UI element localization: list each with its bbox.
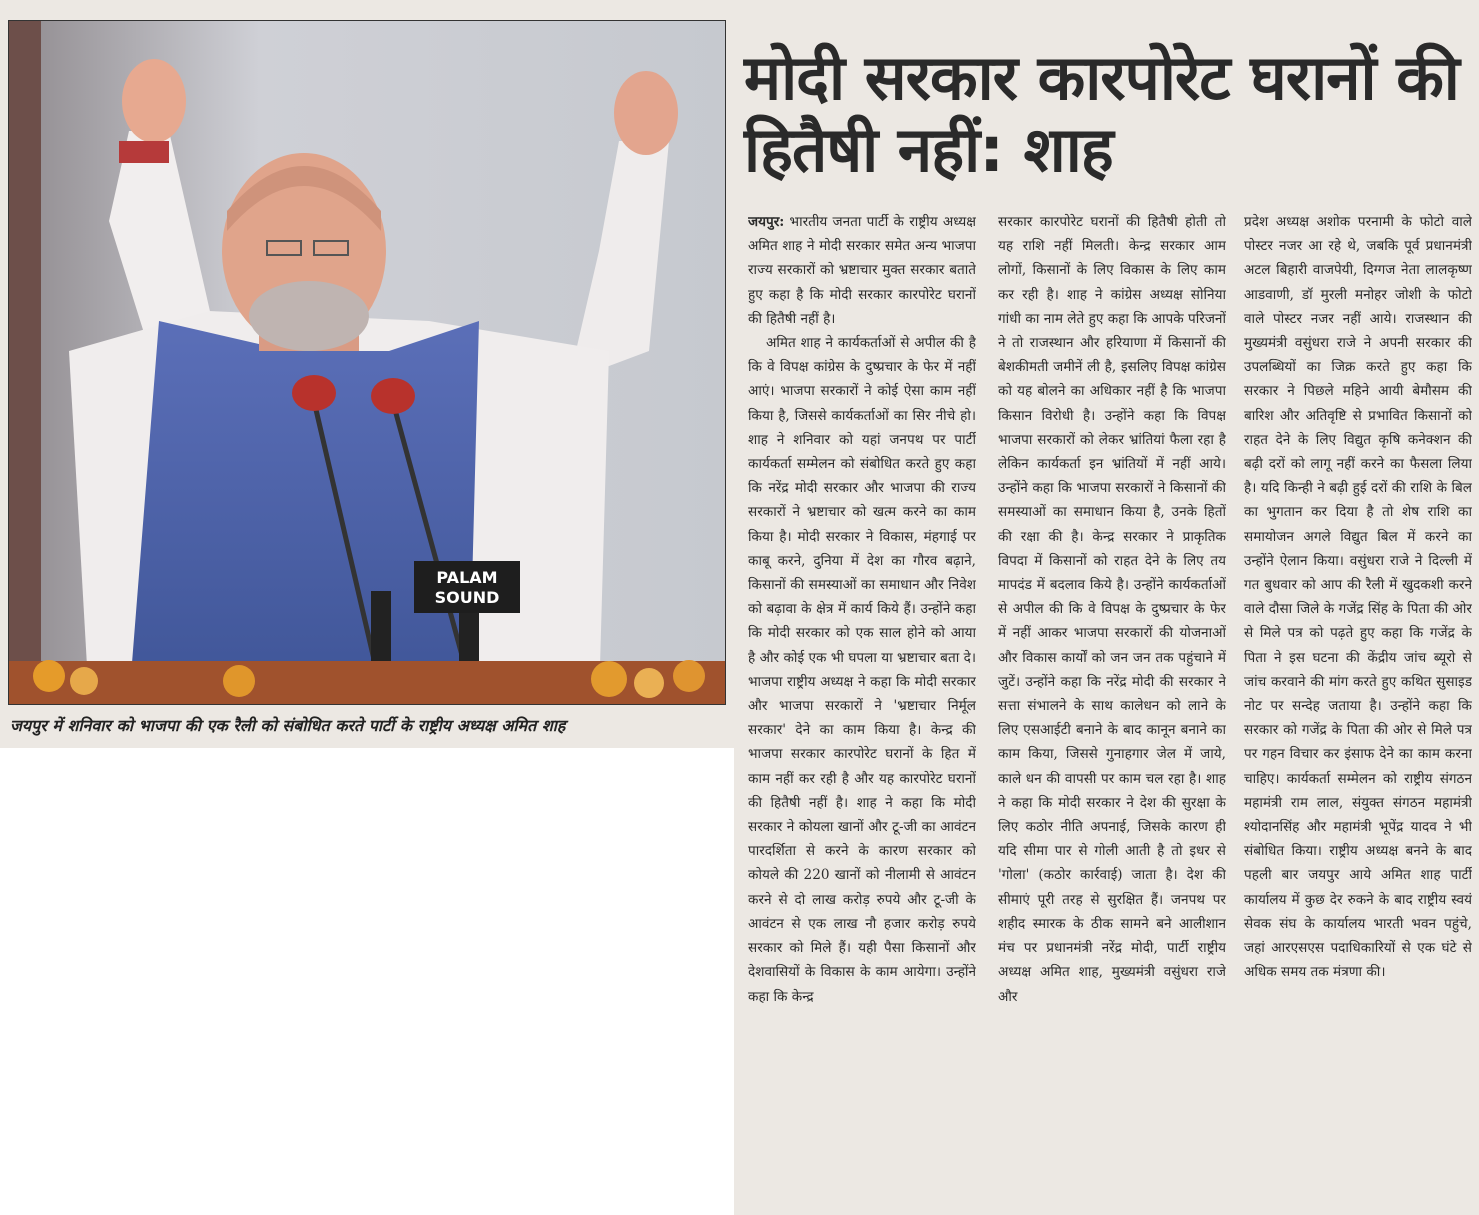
article-body-paragraph: प्रदेश अध्यक्ष अशोक परनामी के फोटो वाले पोस्टर नजर आ रहे थे, जबकि पूर्व प्रधानमंत्री अटल बिहारी वाजपेयी, दिग्गज नेता लालकृष्ण आडवाणी, डॉ मुरली मनोहर जोशी के फोटो वाले पोस्टर नजर नहीं आये। राजस्थान की मुख्यमंत्री वसुंधरा राजे ने अपनी सरकार की उपलब्धियों का जिक्र करते हुए कहा कि सरकार ने पिछले महिने आयी बेमौसम की बारिश और अतिवृष्टि से प्रभावित किसानों को राहत देने के लिए विद्युत कृषि कनेक्शन की बढ़ी दरों को लागू नहीं करने का फैसला लिया है। यदि किन्ही ने बढ़ी हुई दरों की राशि के बिल का भुगतान कर दिया है तो शेष राशि का समायोजन अगले विद्युत बिल में करने का उन्होंने ऐलान किया। वसुंधरा राजे ने दिल्ली में गत बुधवार को आप की रैली में खुदकशी करने वाले दौसा जिले के गजेंद्र सिंह के पिता की ओर से मिले पत्र को पढ़ते हुए कहा कि गजेंद्र के पिता ने इस घटना की केंद्रीय जांच ब्यूरो से जांच करवाने की मांग करते हुए कथित सुसाइड नोट पर सन्देह जताया है। उन्होंने कहा कि सरकार को गजेंद्र के पिता की ओर से मिले पत्र पर गहन विचार कर इंसाफ देने का काम करना चाहिए। कार्यकर्ता सम्मेलन को राष्ट्रीय संगठन महामंत्री राम लाल, संयुक्त संगठन महामंत्री श्योदानसिंह और महामंत्री भूपेंद्र यादव ने भी संबोधित किया। राष्ट्रीय अध्यक्ष बनने के बाद पहली बार जयपुर आये अमित शाह पार्टी कार्यालय में कुछ देर रुकने के बाद राष्ट्रीय स्वयं सेवक संघ के कार्यालय भारती भवन पहुंचे, जहां आरएसएस पदाधिकारियों से एक घंटे से अधिक समय तक मंत्रणा की। xyxy=(1244,214,1472,981)
article-column-2 xyxy=(998,210,1226,1195)
lead-text: भारतीय जनता पार्टी के राष्ट्रीय अध्यक्ष अमित शाह ने मोदी सरकार समेत अन्य भाजपा राज्य सरकारों को भ्रष्टाचार मुक्त सरकार बताते हुए कहा है कि मोदी सरकार कारपोरेट घरानों की हितैषी नहीं है। xyxy=(748,214,976,327)
photo-caption: जयपुर में शनिवार को भाजपा की एक रैली को संबोधित करते पार्टी के राष्ट्रीय अध्यक्ष अमित शाह xyxy=(10,716,566,735)
article-column-1 xyxy=(748,210,976,1195)
podium-label-line2: SOUND xyxy=(434,588,500,607)
headline: मोदी सरकार कारपोरेट घरानों की हितैषी नहीं: शाह xyxy=(744,41,1459,186)
news-photo xyxy=(8,20,726,705)
podium-label-line1: PALAM xyxy=(436,568,498,587)
article-column-3 xyxy=(1244,210,1472,1195)
article-body-paragraph: सरकार कारपोरेट घरानों की हितैषी होती तो यह राशि नहीं मिलती। केन्द्र सरकार आम लोगों, किसानों के लिए विकास के लिए काम कर रही है। शाह ने कांग्रेस अध्यक्ष सोनिया गांधी का नाम लेते हुए कहा कि आपके परिजनों ने तो राजस्थान और हरियाणा में किसानों की बेशकीमती जमीनें ली है, इसलिए विपक्ष कांग्रेस को यह बोलने का अधिकार नहीं है कि भाजपा किसान विरोधी है। उन्होंने कहा कि विपक्ष भाजपा सरकारों को लेकर भ्रांतियां फैला रहा है लेकिन कार्यकर्ता इन भ्रांतियों में नहीं आये। उन्होंने कहा कि भाजपा सरकारों ने किसानों की समस्याओं का समाधान किया है, उनके हितों की रक्षा की है। केन्द्र सरकार ने प्राकृतिक विपदा में किसानों को राहत देने के लिए तय मापदंड में बदलाव किये है। उन्होंने कार्यकर्ताओं से अपील की कि वे विपक्ष के दुष्प्रचार के फेर में नहीं आकर भाजपा सरकारों की योजनाओं और विकास कार्यों को जन जन तक पहुंचाने में जुटें। उन्होंने कहा कि नरेंद्र मोदी की सरकार ने सत्ता संभालने के साथ कालेधन को लाने के लिए एसआईटी बनाने के बाद कानून बनाने का काम किया, जिससे गुनाहगार जेल में जाये, काले धन की वापसी पर काम चल रहा है। शाह ने कहा कि मोदी सरकार ने देश की सुरक्षा के लिए कठोर नीति अपनाई, जिसके कारण ही यदि सीमा पार से गोली आती है तो इधर से 'गोला' (कठोर कार्रवाई) जाता है। देश की सीमाएं पूरी तरह से सुरक्षित हैं। जनपथ पर शहीद स्मारक के ठीक सामने बने आलीशान मंच पर प्रधानमंत्री नरेंद्र मोदी, पार्टी राष्ट्रीय अध्यक्ष अमित शाह, मुख्यमंत्री वसुंधरा राजे और xyxy=(998,214,1226,1005)
article-lead-paragraph xyxy=(748,210,976,331)
photo-illustration xyxy=(9,21,725,704)
article-body-paragraph: अमित शाह ने कार्यकर्ताओं से अपील की है कि वे विपक्ष कांग्रेस के दुष्प्रचार के फेर में नहीं आएं। भाजपा सरकारों ने कोई ऐसा काम नहीं किया है, जिससे कार्यकर्ताओं का सिर नीचे हो। शाह ने शनिवार को यहां जनपथ पर पार्टी कार्यकर्ता सम्मेलन को संबोधित करते हुए कहा कि नरेंद्र मोदी सरकार और भाजपा की राज्य सरकारों ने भ्रष्टाचार को खत्म करने का काम किया है। मोदी सरकार ने विकास, मंहगाई पर काबू करने, दुनिया में देश का गौरव बढ़ाने, किसानों की समस्याओं का समाधान और निवेश को बढ़ावा के क्षेत्र में कार्य किये हैं। उन्होंने कहा कि मोदी सरकार को एक साल होने को आया है और कोई एक भी घपला या भ्रष्टाचार बता दे। भाजपा राष्ट्रीय अध्यक्ष ने कहा कि मोदी सरकार और भाजपा सरकारों ने 'भ्रष्टाचार निर्मूल सरकार' देने का काम किया है। केन्द्र की भाजपा सरकार कारपोरेट घरानों के हित में काम नहीं कर रही है और यह कारपोरेट घरानों की हितैषी नहीं है। शाह ने कहा कि मोदी सरकार ने कोयला खानों और टू-जी का आवंटन पारदर्शिता से करने के कारण सरकार को कोयले की 220 खानों को नीलामी से आवंटन करने से दो लाख करोड़ रुपये और टू-जी के आवंटन से एक लाख नौ हजार करोड़ रुपये सरकार को मिले हैं। यही पैसा किसानों और देशवासियों के विकास के काम आयेगा। उन्होंने कहा कि केन्द्र xyxy=(748,335,976,1005)
dateline: जयपुर: xyxy=(748,214,785,230)
